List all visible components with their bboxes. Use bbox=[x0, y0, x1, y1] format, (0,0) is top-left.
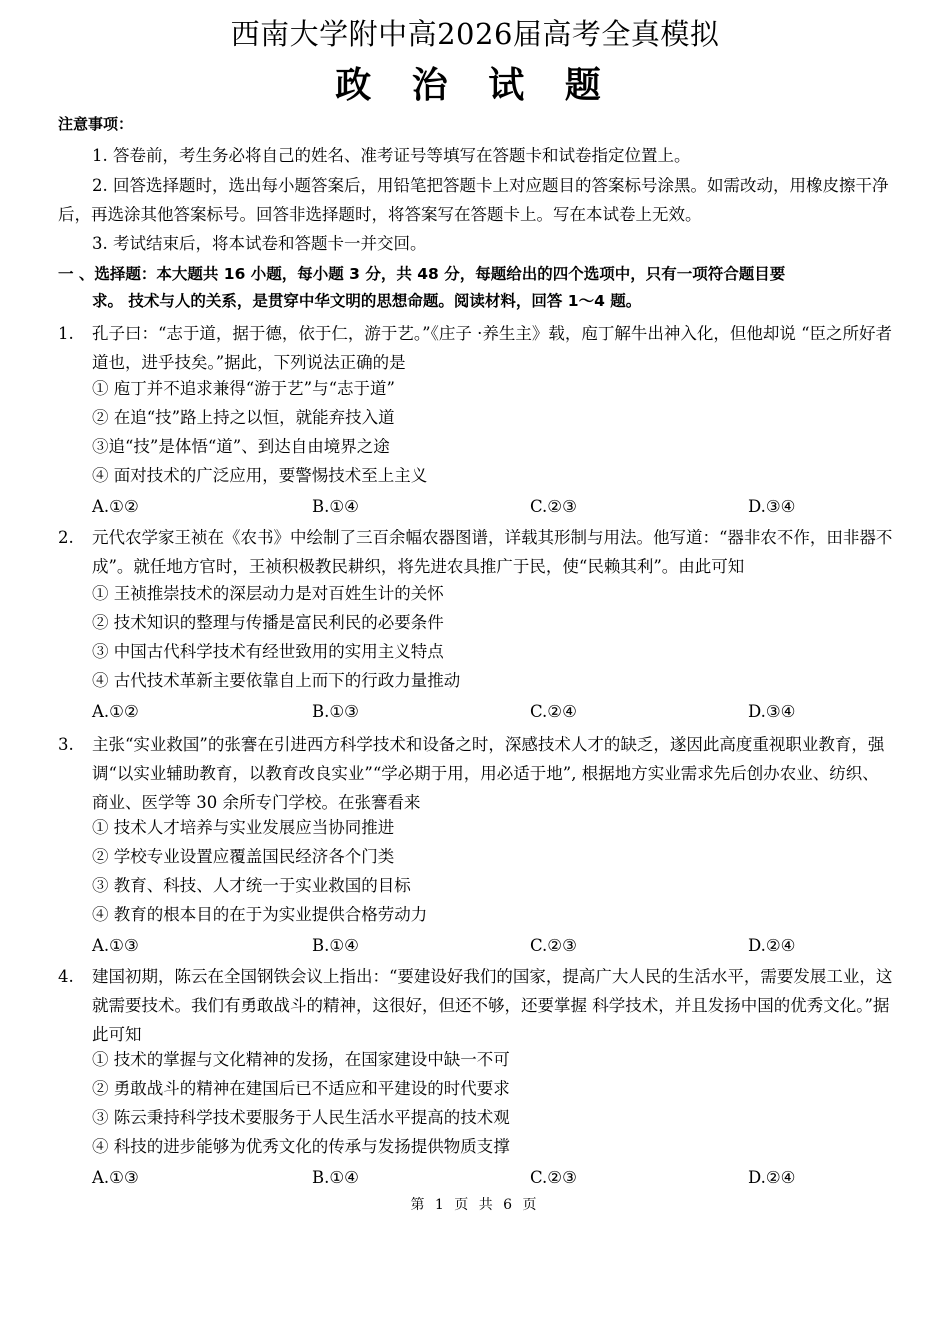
question-4-option-4: ④ 科技的进步能够为优秀文化的传承与发扬提供物质支撑 bbox=[92, 1137, 510, 1156]
question-1-answer-c: C.②③ bbox=[530, 497, 577, 516]
question-1 bbox=[58, 319, 894, 377]
question-4-option-1: ① 技术的掌握与文化精神的发扬，在国家建设中缺一不可 bbox=[92, 1050, 510, 1069]
question-4-option-3: ③ 陈云秉持科学技术要服务于人民生活水平提高的技术观 bbox=[92, 1108, 510, 1127]
question-1-option-3: ③追“技”是体悟“道”、到达自由境界之途 bbox=[92, 437, 390, 456]
question-4-answer-b: B.①④ bbox=[312, 1168, 359, 1187]
question-3-option-4: ④ 教育的根本目的在于为实业提供合格劳动力 bbox=[92, 905, 428, 924]
question-number: 4. bbox=[58, 967, 74, 986]
question-2-option-4: ④ 古代技术革新主要依靠自上而下的行政力量推动 bbox=[92, 671, 461, 690]
question-stem: 主张“实业救国”的张謇在引进西方科学技术和设备之时，深感技术人才的缺乏，遂因此高度重视职业教育，强调“以实业辅助教育，以教育改良实业”“学必期于用，用必适于地”, 根据地方实业需求先后创办农业、纺织、商业、医学等 30 余所专门学校。在张謇看来 bbox=[92, 735, 885, 812]
question-3-answer-c: C.②③ bbox=[530, 936, 577, 955]
question-1-answer-b: B.①④ bbox=[312, 497, 359, 516]
section-header-line2: 求。 技术与人的关系，是贯穿中华文明的思想命题。阅读材料，回答 1～4 题。 bbox=[92, 292, 642, 310]
question-stem: 孔子曰：“志于道，据于德，依于仁，游于艺。”《庄子 ·养生主》载，庖丁解牛出神入化，但他却说 “臣之所好者道也，进乎技矣。”据此，下列说法正确的是 bbox=[92, 324, 893, 372]
question-number: 3. bbox=[58, 735, 74, 754]
subject-title: 政 治 试 题 bbox=[335, 64, 615, 106]
section-header-line1: 一 、选择题：本大题共 16 小题，每小题 3 分，共 48 分，每题给出的四个选项中，只有一项符合题目要 bbox=[58, 265, 786, 283]
exam-title: 西南大学附中高2026届高考全真模拟 bbox=[230, 17, 720, 51]
question-4-answer-a: A.①③ bbox=[92, 1168, 139, 1187]
question-1-answer-a: A.①② bbox=[92, 497, 139, 516]
question-2-answer-b: B.①③ bbox=[312, 702, 359, 721]
question-number: 2. bbox=[58, 528, 74, 547]
question-3-option-3: ③ 教育、科技、人才统一于实业救国的目标 bbox=[92, 876, 411, 895]
question-2-answer-c: C.②④ bbox=[530, 702, 577, 721]
question-3-answer-d: D.②④ bbox=[748, 936, 796, 955]
notice-label: 注意事项： bbox=[58, 115, 134, 133]
question-4 bbox=[58, 962, 894, 1049]
question-2-option-3: ③ 中国古代科学技术有经世致用的实用主义特点 bbox=[92, 642, 444, 661]
notice-item-2: 2. 回答选择题时，选出每小题答案后，用铅笔把答题卡上对应题目的答案标号涂黑。如需改动，用橡皮擦干净后，再选涂其他答案标号。回答非选择题时，将答案写在答题卡上。写在本试卷上无效。 bbox=[58, 176, 889, 224]
question-3-answer-a: A.①③ bbox=[92, 936, 139, 955]
question-1-answer-d: D.③④ bbox=[748, 497, 796, 516]
question-4-answer-d: D.②④ bbox=[748, 1168, 796, 1187]
question-2-option-2: ② 技术知识的整理与传播是富民利民的必要条件 bbox=[92, 613, 444, 632]
question-stem: 元代农学家王祯在《农书》中绘制了三百余幅农器图谱，详载其形制与用法。他写道：“器非农不作，田非器不成”。就任地方官时，王祯积极教民耕织，将先进农具推广于民，使“民赖其利”。由此可知 bbox=[92, 528, 893, 576]
question-3-option-1: ① 技术人才培养与实业发展应当协同推进 bbox=[92, 818, 395, 837]
section-header bbox=[58, 261, 894, 315]
question-4-answer-c: C.②③ bbox=[530, 1168, 577, 1187]
question-number: 1. bbox=[58, 324, 74, 343]
question-2-answer-a: A.①② bbox=[92, 702, 139, 721]
question-2-answer-d: D.③④ bbox=[748, 702, 796, 721]
page-footer: 第 1 页 共 6 页 bbox=[410, 1197, 540, 1213]
question-3-answer-b: B.①④ bbox=[312, 936, 359, 955]
question-2-option-1: ① 王祯推崇技术的深层动力是对百姓生计的关怀 bbox=[92, 584, 444, 603]
question-1-option-2: ② 在追“技”路上持之以恒，就能弃技入道 bbox=[92, 408, 395, 427]
question-3 bbox=[58, 730, 894, 817]
question-2 bbox=[58, 523, 894, 581]
notice-item-1: 1. 答卷前，考生务必将自己的姓名、准考证号等填写在答题卡和试卷指定位置上。 bbox=[92, 146, 691, 165]
question-1-option-1: ① 庖丁并不追求兼得“游于艺”与“志于道” bbox=[92, 379, 395, 398]
question-4-option-2: ② 勇敢战斗的精神在建国后已不适应和平建设的时代要求 bbox=[92, 1079, 510, 1098]
question-3-option-2: ② 学校专业设置应覆盖国民经济各个门类 bbox=[92, 847, 395, 866]
notice-item-3: 3. 考试结束后，将本试卷和答题卡一并交回。 bbox=[92, 234, 427, 253]
question-stem: 建国初期，陈云在全国钢铁会议上指出：“要建设好我们的国家，提高广大人民的生活水平，需要发展工业，这就需要技术。我们有勇敢战斗的精神，这很好，但还不够，还要掌握 科学技术，并且发扬中国的优秀文化。”据此可知 bbox=[92, 967, 893, 1044]
question-1-option-4: ④ 面对技术的广泛应用，要警惕技术至上主义 bbox=[92, 466, 428, 485]
